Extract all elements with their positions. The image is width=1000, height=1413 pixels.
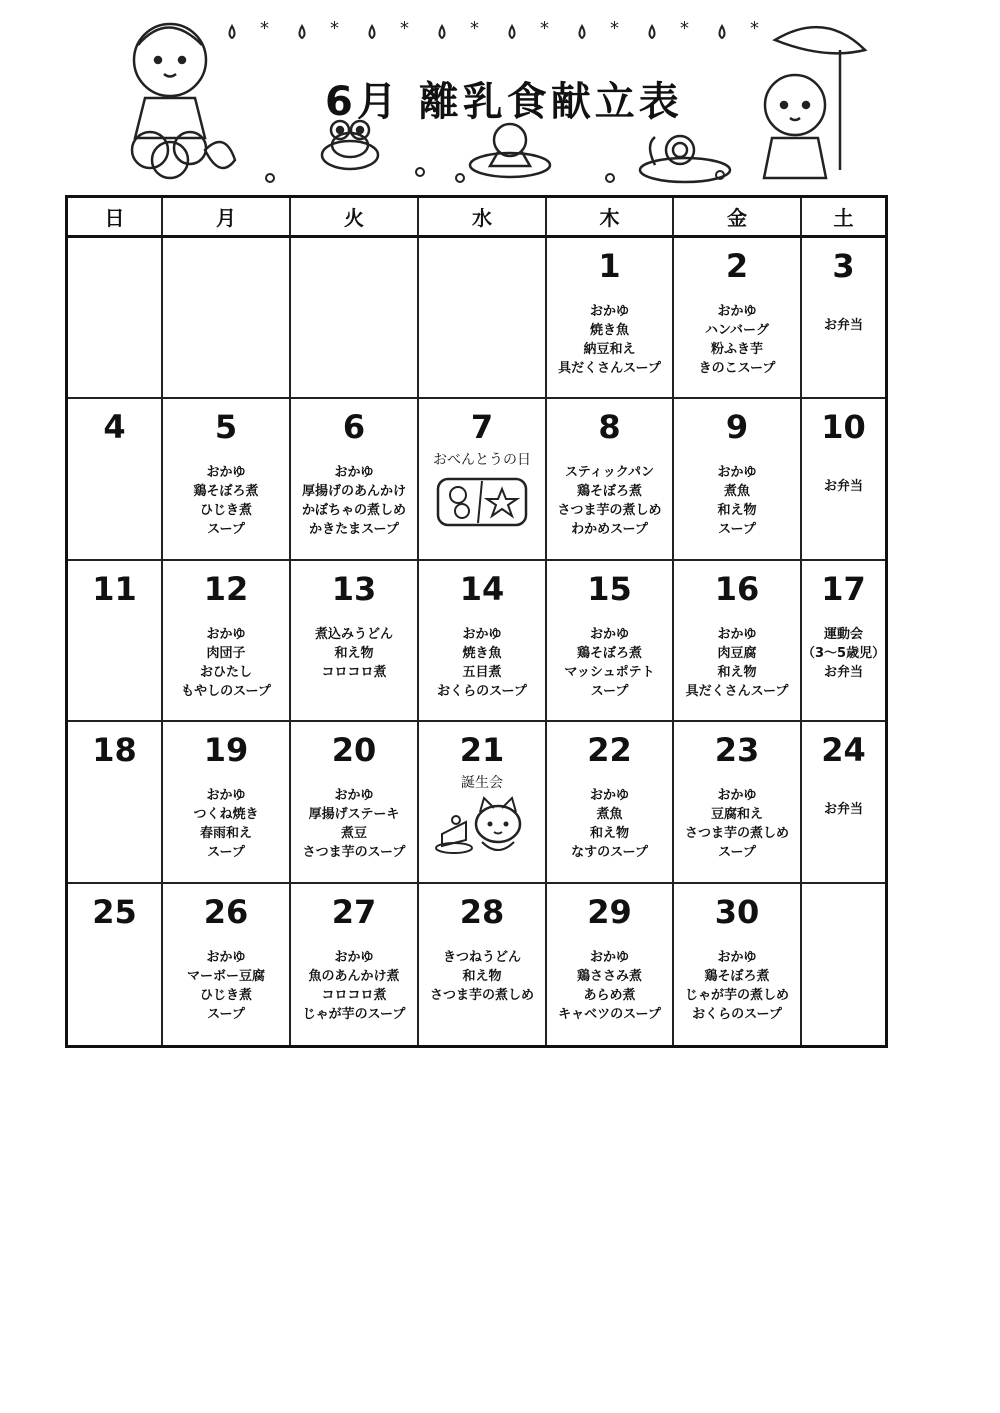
bento-box-icon <box>432 471 532 531</box>
calendar-day-cell <box>419 722 547 883</box>
menu-item: 五目煮 <box>462 664 502 680</box>
event-label: おべんとうの日 <box>433 452 531 469</box>
menu-item: 運動会 <box>824 626 864 642</box>
svg-text:*: * <box>400 18 409 39</box>
menu-item: 鶏そぼろ煮 <box>576 645 642 661</box>
menu-item: かきたまスープ <box>309 522 399 538</box>
menu-list <box>547 302 672 378</box>
menu-item: おかゆ <box>206 949 246 965</box>
menu-item: なすのスープ <box>571 845 648 861</box>
calendar-day-cell <box>674 884 802 1045</box>
calendar-day-cell <box>291 399 419 560</box>
calendar-day-cell <box>547 884 674 1045</box>
menu-item: コロコロ煮 <box>321 987 387 1003</box>
day-number: 7 <box>470 408 494 447</box>
menu-item: おかゆ <box>334 465 374 481</box>
svg-text:*: * <box>470 18 479 39</box>
menu-item: おかゆ <box>462 626 502 642</box>
menu-item: おひたし <box>199 664 252 680</box>
menu-item: 鶏そぼろ煮 <box>576 484 642 500</box>
day-number: 19 <box>203 731 249 770</box>
menu-list <box>163 625 289 701</box>
menu-item: さつま芋の煮しめ <box>684 826 789 842</box>
menu-list <box>674 786 800 862</box>
svg-text:*: * <box>680 18 689 39</box>
menu-list <box>674 463 800 539</box>
calendar-day-cell <box>802 399 885 560</box>
menu-item: おかゆ <box>206 465 246 481</box>
menu-item: じゃが芋の煮しめ <box>684 987 789 1003</box>
menu-item: コロコロ煮 <box>321 664 387 680</box>
menu-item: きのこスープ <box>698 361 776 376</box>
calendar-day-cell <box>547 722 674 883</box>
menu-list <box>802 625 885 682</box>
day-number: 27 <box>331 892 377 931</box>
menu-list <box>163 948 289 1024</box>
header-decoration <box>60 0 900 195</box>
menu-item: 和え物 <box>589 826 629 842</box>
day-number: 30 <box>714 892 760 931</box>
menu-item: お弁当 <box>824 664 864 680</box>
menu-item: さつま芋の煮しめ <box>557 503 662 519</box>
menu-item: 和え物 <box>717 503 757 519</box>
menu-item: おかゆ <box>206 626 246 642</box>
calendar-day-cell <box>163 561 291 722</box>
weekday-header: 火 <box>291 198 419 238</box>
day-number: 16 <box>714 569 760 608</box>
menu-item: 肉豆腐 <box>717 645 757 661</box>
menu-item: スティックパン <box>565 465 654 481</box>
menu-item: おかゆ <box>717 788 757 804</box>
weekday-header: 水 <box>419 198 547 238</box>
calendar-day-cell <box>674 722 802 883</box>
page-title: 6月 離乳食献立表 <box>325 79 683 125</box>
weekday-header: 月 <box>163 198 291 238</box>
menu-list <box>163 463 289 539</box>
menu-item: おかゆ <box>717 949 757 965</box>
menu-item: スープ <box>590 683 629 699</box>
menu-item: さつま芋のスープ <box>302 845 406 861</box>
day-number: 5 <box>214 408 238 447</box>
menu-item: スープ <box>207 522 245 538</box>
calendar-day-cell <box>68 399 163 560</box>
svg-text:*: * <box>610 18 619 39</box>
calendar-day-cell <box>68 238 163 399</box>
day-number: 2 <box>725 247 749 285</box>
menu-item: おかゆ <box>589 626 629 642</box>
menu-item: 焼き魚 <box>462 645 502 661</box>
calendar-day-cell <box>419 399 547 560</box>
menu-item: 和え物 <box>462 968 502 984</box>
day-number: 17 <box>821 569 866 608</box>
calendar-day-cell <box>547 561 674 722</box>
menu-list <box>802 316 885 335</box>
menu-item: お弁当 <box>824 802 864 818</box>
menu-item: おかゆ <box>206 788 246 804</box>
menu-item: 煮魚 <box>596 807 623 823</box>
menu-item: ひじき煮 <box>199 503 252 519</box>
menu-item: マーボー豆腐 <box>186 968 265 984</box>
menu-item: 鶏そぼろ煮 <box>704 968 770 984</box>
calendar-day-cell <box>291 722 419 883</box>
day-number: 14 <box>459 569 505 608</box>
menu-item: おかゆ <box>334 788 374 804</box>
menu-list <box>419 948 545 1005</box>
day-number: 12 <box>203 569 249 608</box>
menu-item: スープ <box>207 845 245 861</box>
calendar-day-cell <box>674 399 802 560</box>
menu-list <box>674 302 800 378</box>
menu-item: つくね焼き <box>193 807 259 823</box>
menu-item: じゃが芋のスープ <box>302 1006 406 1022</box>
menu-item: 和え物 <box>334 645 374 661</box>
calendar-day-cell <box>419 238 547 399</box>
day-number: 21 <box>459 731 505 770</box>
menu-item: 肉団子 <box>206 645 246 661</box>
menu-item: ハンバーグ <box>704 323 770 338</box>
menu-list <box>547 463 672 539</box>
menu-item: もやしのスープ <box>181 683 271 699</box>
calendar-day-cell <box>68 884 163 1045</box>
day-number: 20 <box>331 731 377 770</box>
calendar-day-cell <box>291 884 419 1045</box>
day-number: 4 <box>103 408 126 447</box>
event-label: 誕生会 <box>461 775 503 792</box>
day-number: 10 <box>821 408 866 447</box>
menu-item: わかめスープ <box>571 522 648 538</box>
day-number: 8 <box>598 408 621 447</box>
calendar-grid <box>65 195 888 1048</box>
svg-text:*: * <box>330 18 339 39</box>
menu-item: スープ <box>718 522 756 538</box>
menu-item: きつねうどん <box>442 949 521 965</box>
menu-item: 和え物 <box>717 664 757 680</box>
calendar-day-cell <box>547 399 674 560</box>
weekday-header: 金 <box>674 198 802 238</box>
birthday-cat-icon <box>432 794 532 858</box>
menu-list <box>291 948 417 1024</box>
menu-item: おくらのスープ <box>692 1006 782 1022</box>
menu-item: おくらのスープ <box>437 683 527 699</box>
menu-item: 鶏そぼろ煮 <box>193 484 259 500</box>
menu-item: お弁当 <box>824 318 864 333</box>
menu-item: 煮込みうどん <box>314 626 393 642</box>
menu-item: 魚のあんかけ煮 <box>308 968 400 984</box>
calendar-day-cell <box>802 561 885 722</box>
calendar-day-cell <box>419 884 547 1045</box>
menu-item: おかゆ <box>589 949 629 965</box>
calendar-day-cell <box>163 399 291 560</box>
weekday-header: 土 <box>802 198 885 238</box>
day-number: 24 <box>821 731 866 770</box>
menu-list <box>291 786 417 862</box>
menu-item: 粉ふき芋 <box>710 342 763 357</box>
calendar-day-cell <box>802 884 885 1045</box>
day-number: 22 <box>587 731 632 770</box>
day-number: 9 <box>725 408 749 447</box>
menu-item: 具だくさんスープ <box>685 683 789 699</box>
calendar-day-cell <box>291 238 419 399</box>
menu-item: おかゆ <box>717 626 757 642</box>
svg-text:*: * <box>260 18 269 39</box>
calendar-day-cell <box>547 238 674 399</box>
day-number: 1 <box>598 247 621 285</box>
menu-item: おかゆ <box>589 304 629 319</box>
menu-list <box>547 948 672 1024</box>
menu-item: 厚揚げのあんかけ <box>301 484 406 500</box>
calendar-day-cell <box>802 722 885 883</box>
menu-item: マッシュポテト <box>564 664 655 680</box>
menu-item: 煮魚 <box>723 484 750 500</box>
day-number: 18 <box>92 731 137 770</box>
menu-item: お弁当 <box>824 479 864 495</box>
menu-item: 煮豆 <box>340 826 367 842</box>
menu-list <box>802 800 885 819</box>
menu-item: おかゆ <box>717 465 757 481</box>
calendar-day-cell <box>419 561 547 722</box>
day-number: 23 <box>714 731 760 770</box>
menu-list <box>674 625 800 701</box>
menu-item: 鶏ささみ煮 <box>576 968 642 984</box>
day-number: 3 <box>832 247 855 285</box>
day-number: 26 <box>203 892 249 931</box>
menu-item: さつま芋の煮しめ <box>429 987 534 1003</box>
menu-list <box>291 463 417 539</box>
menu-item: キャベツのスープ <box>558 1006 661 1022</box>
menu-list <box>547 786 672 862</box>
menu-list <box>291 625 417 682</box>
calendar-day-cell <box>68 561 163 722</box>
calendar-day-cell <box>674 238 802 399</box>
svg-text:*: * <box>540 18 549 39</box>
menu-list <box>547 625 672 701</box>
calendar-day-cell <box>291 561 419 722</box>
calendar-day-cell <box>802 238 885 399</box>
menu-item: （3～5歳児） <box>802 645 886 661</box>
menu-item: 春雨和え <box>199 826 252 842</box>
menu-item: あらめ煮 <box>583 987 636 1003</box>
svg-text:*: * <box>750 18 759 39</box>
menu-item: かぼちゃの煮しめ <box>301 503 406 519</box>
menu-item: スープ <box>718 845 756 861</box>
menu-item: おかゆ <box>334 949 374 965</box>
calendar-day-cell <box>163 238 291 399</box>
calendar-day-cell <box>674 561 802 722</box>
day-number: 6 <box>342 408 366 447</box>
menu-item: 具だくさんスープ <box>558 361 661 376</box>
menu-item: おかゆ <box>589 788 629 804</box>
menu-list <box>419 625 545 701</box>
menu-item: 納豆和え <box>583 342 636 357</box>
calendar-day-cell <box>68 722 163 883</box>
menu-list <box>163 786 289 862</box>
calendar-day-cell <box>163 884 291 1045</box>
day-number: 29 <box>587 892 632 931</box>
menu-item: 豆腐和え <box>710 807 763 823</box>
menu-item: 焼き魚 <box>589 323 629 338</box>
day-number: 25 <box>92 892 137 931</box>
day-number: 28 <box>459 892 505 931</box>
day-number: 13 <box>331 569 377 608</box>
calendar-day-cell <box>163 722 291 883</box>
weekday-header: 日 <box>68 198 163 238</box>
menu-item: ひじき煮 <box>199 987 252 1003</box>
weekday-header: 木 <box>547 198 674 238</box>
menu-item: おかゆ <box>717 304 757 319</box>
day-number: 15 <box>587 569 632 608</box>
menu-list <box>674 948 800 1024</box>
menu-item: スープ <box>207 1006 245 1022</box>
menu-list <box>802 477 885 496</box>
menu-item: 厚揚げステーキ <box>308 807 400 823</box>
day-number: 11 <box>92 569 137 608</box>
